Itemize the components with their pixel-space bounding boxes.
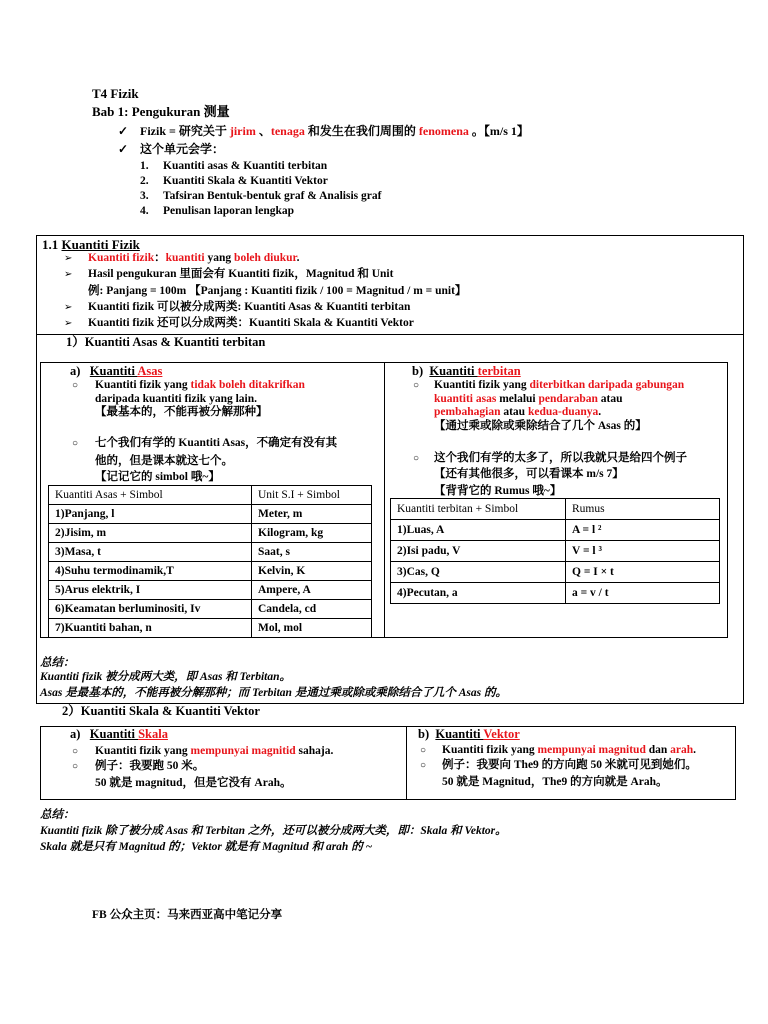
asas-definition-cont: daripada kuantiti fizik yang lain. xyxy=(95,393,257,405)
document-title: T4 Fizik xyxy=(92,86,139,101)
section-1-1-bullet-3: Kuantiti fizik 可以被分成两类: Kuantiti Asas & Kuantiti terbitan xyxy=(88,301,411,313)
part-2-heading: 2）Kuantiti Skala & Kuantiti Vektor xyxy=(62,704,260,718)
table-row: 4)Pecutan, a a = v / t xyxy=(391,583,720,604)
skala-definition: Kuantiti fizik yang mempunyai magnitid sahaja. xyxy=(95,745,334,757)
skala-example: 例子：我要跑 50 米。 xyxy=(95,760,205,772)
table-row: 7)Kuantiti bahan, n Mol, mol xyxy=(49,619,372,638)
column-divider xyxy=(384,362,385,638)
chapter-title: Bab 1: Pengukuran 测量 xyxy=(92,104,230,119)
intro-bullet-1: ✓ Fizik = 研究关于 jirim 、tenaga 和发生在我们周围的 fenomena 。【m/s 1】 xyxy=(118,124,529,138)
terbitan-info-cont: 【还有其他很多，可以看课本 m/s 7】 xyxy=(434,468,624,480)
summary-2-label: 总结： xyxy=(40,809,75,821)
column-divider xyxy=(406,726,407,800)
table-row: 1)Panjang, l Meter, m xyxy=(49,505,372,524)
terbitan-definition-cont: kuantiti asas melalui pendaraban atau xyxy=(434,393,623,405)
summary-1-line-2: Asas 是最基本的，不能再被分解那种；而 Terbitan 是通过乘或除或乘除结合了几个 Asas 的。 xyxy=(40,687,507,699)
vektor-heading: b) Kuantiti Vektor xyxy=(418,727,520,741)
asas-heading: a) Kuantiti Asas xyxy=(70,364,163,378)
terbitan-definition: Kuantiti fizik yang diterbitkan daripada gabungan xyxy=(434,379,685,391)
table-row: 2)Isi padu, V V = l ³ xyxy=(391,541,720,562)
summary-2-line-2: Skala 就是只有 Magnitud 的；Vektor 就是有 Magnitud 和 arah 的 ~ xyxy=(40,841,373,853)
arrow-icon: ➢ xyxy=(64,269,73,280)
summary-2-line-1: Kuantiti fizik 除了被分成 Asas 和 Terbitan 之外，还可以被分成两大类，即：Skala 和 Vektor。 xyxy=(40,825,507,837)
asas-info-cont: 他的，但是课本就这七个。 xyxy=(95,455,233,467)
asas-table xyxy=(48,485,372,638)
table-row: 4)Suhu termodinamik,T Kelvin, K xyxy=(49,562,372,581)
section-1-1-bullet-1: Kuantiti fizik：kuantiti yang boleh diukur. xyxy=(88,252,300,264)
vektor-example-cont: 50 就是 Magnitud，The9 的方向就是 Arah。 xyxy=(442,776,668,788)
footer-note: FB 公众主页：马来西亚高中笔记分享 xyxy=(92,909,283,921)
terbitan-note: 【通过乘或除或乘除结合了几个 Asas 的】 xyxy=(434,420,647,432)
asas-note: 【最基本的，不能再被分解那种】 xyxy=(95,406,268,418)
circle-bullet-icon: ○ xyxy=(413,380,420,391)
circle-bullet-icon: ○ xyxy=(420,760,427,771)
asas-info: 七个我们有学的 Kuantiti Asas，不确定有没有其 xyxy=(95,437,338,449)
asas-definition: Kuantiti fizik yang tidak boleh ditakrifkan xyxy=(95,379,305,391)
asas-symbol-note: 【记记它的 simbol 哦~】 xyxy=(95,471,220,483)
section-1-1-example: 例: Panjang = 100m 【Panjang : Kuantiti fizik / 100 = Magnitud / m = unit】 xyxy=(88,285,467,297)
circle-bullet-icon: ○ xyxy=(72,746,79,757)
vektor-example: 例子：我要向 The9 的方向跑 50 米就可见到她们。 xyxy=(442,759,697,771)
vektor-definition: Kuantiti fizik yang mempunyai magnitud dan arah. xyxy=(442,744,697,756)
section-1-1-bullet-4: Kuantiti fizik 还可以分成两类：Kuantiti Skala & Kuantiti Vektor xyxy=(88,317,414,329)
circle-bullet-icon: ○ xyxy=(72,761,79,772)
table-header-row: Kuantiti Asas + Simbol Unit S.I + Simbol xyxy=(49,486,372,505)
summary-1-line-1: Kuantiti fizik 被分成两大类，即 Asas 和 Terbitan。 xyxy=(40,671,292,683)
arrow-icon: ➢ xyxy=(64,318,73,329)
table-row: 3)Masa, t Saat, s xyxy=(49,543,372,562)
part-1-heading: 1）Kuantiti Asas & Kuantiti terbitan xyxy=(66,335,266,349)
divider xyxy=(36,703,744,704)
table-header-row: Kuantiti terbitan + Simbol Rumus xyxy=(391,499,720,520)
check-icon: ✓ xyxy=(118,124,129,138)
arrow-icon: ➢ xyxy=(64,302,73,313)
table-row: 1)Luas, A A = l ² xyxy=(391,520,720,541)
terbitan-info: 这个我们有学的太多了，所以我就只是给四个例子 xyxy=(434,452,687,464)
table-row: 3)Cas, Q Q = I × t xyxy=(391,562,720,583)
circle-bullet-icon: ○ xyxy=(420,745,427,756)
terbitan-rumus-note: 【背背它的 Rumus 哦~】 xyxy=(434,485,562,497)
section-1-1-bullet-2: Hasil pengukuran 里面会有 Kuantiti fizik，Magnitud 和 Unit xyxy=(88,268,394,280)
intro-bullet-2: ✓ 这个单元会学： xyxy=(118,142,225,156)
section-1-1-title: 1.1 Kuantiti Fizik xyxy=(42,237,140,252)
terbitan-table xyxy=(390,498,720,604)
check-icon: ✓ xyxy=(118,142,129,156)
circle-bullet-icon: ○ xyxy=(72,438,79,449)
circle-bullet-icon: ○ xyxy=(413,453,420,464)
summary-1-label: 总结： xyxy=(40,657,75,669)
table-row: 5)Arus elektrik, I Ampere, A xyxy=(49,581,372,600)
terbitan-definition-cont-2: pembahagian atau kedua-duanya. xyxy=(434,406,602,418)
table-row: 6)Keamatan berluminositi, Iv Candela, cd xyxy=(49,600,372,619)
arrow-icon: ➢ xyxy=(64,253,73,264)
skala-example-cont: 50 就是 magnitud，但是它没有 Arah。 xyxy=(95,777,292,789)
skala-heading: a) Kuantiti Skala xyxy=(70,727,168,741)
table-row: 2)Jisim, m Kilogram, kg xyxy=(49,524,372,543)
circle-bullet-icon: ○ xyxy=(72,380,79,391)
terbitan-heading: b) Kuantiti terbitan xyxy=(412,364,521,378)
